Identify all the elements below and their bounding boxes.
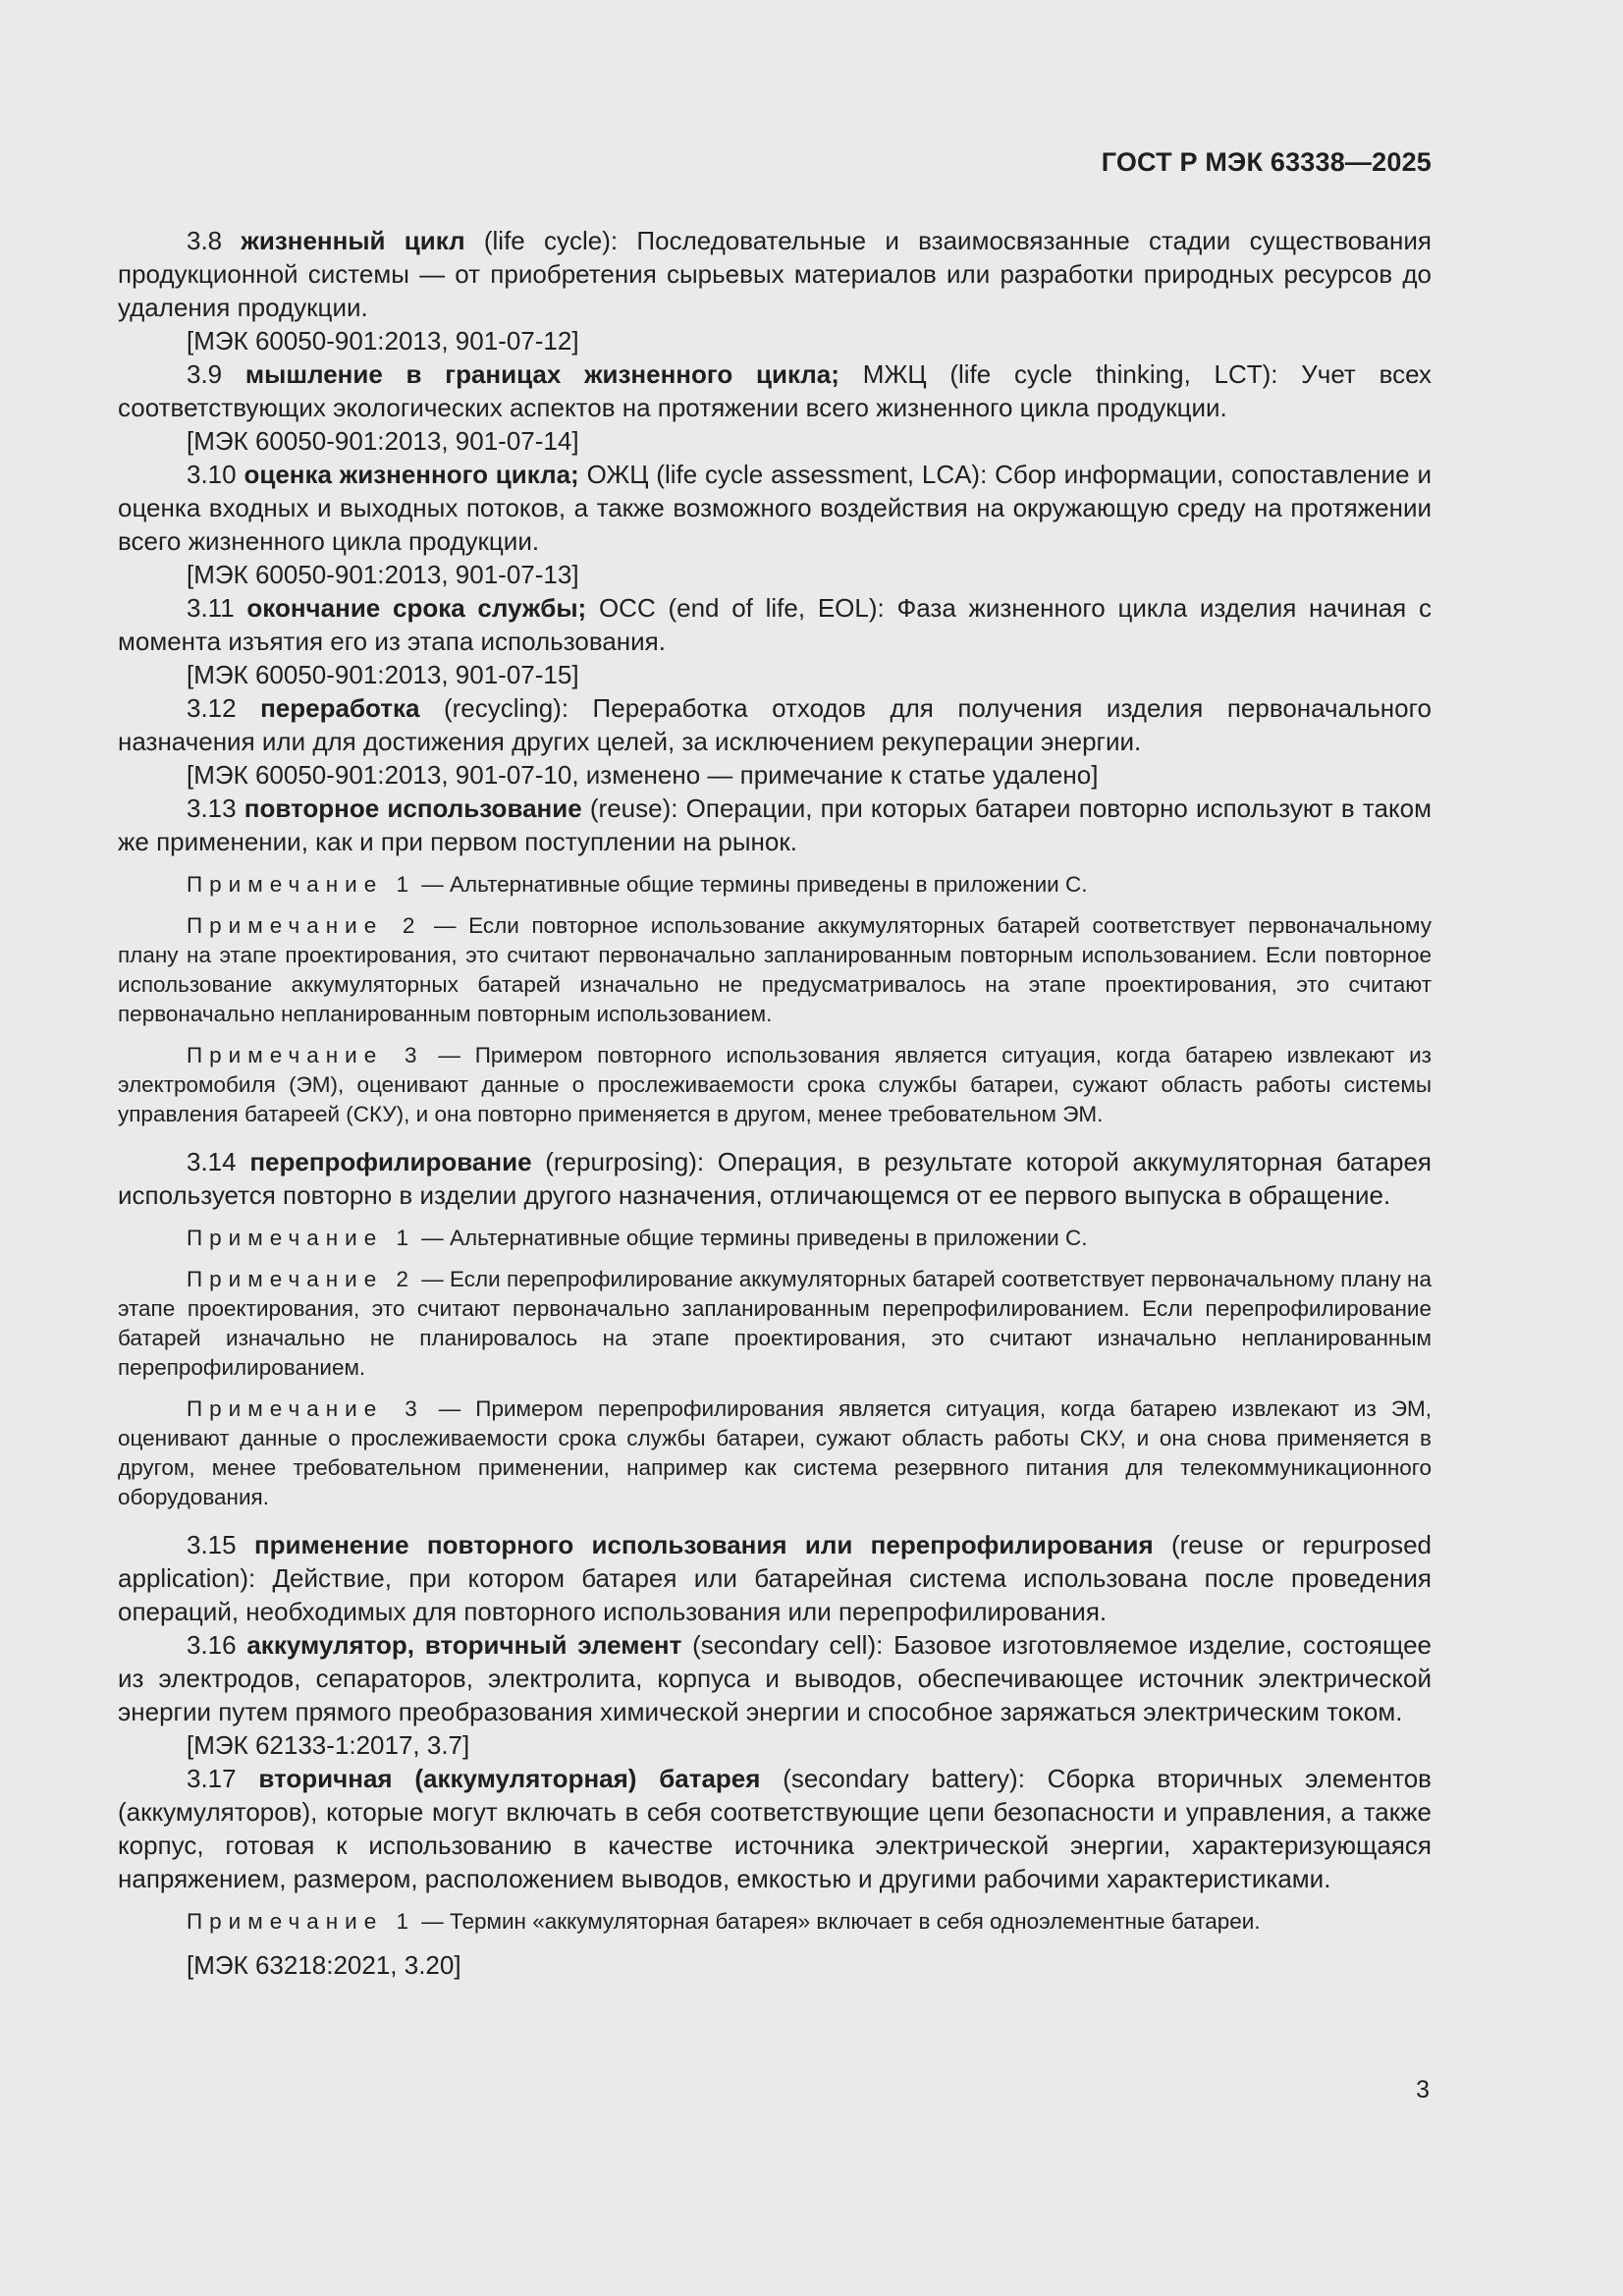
entry-definition: (reuse or repurposed application): Действие, при котором батарея или батарейная система использована после проведения операций, необходимых для повторного использования или перепрофилирования.: [118, 1530, 1432, 1626]
document-body: [118, 224, 1432, 1982]
entry-reference: [МЭК 60050-901:2013, 901-07-14]: [187, 426, 579, 456]
note-text: — Если перепрофилирование аккумуляторных батарей соответствует первоначальному плану на этапе проектирования, это считают первоначально запланированным перепрофилированием. Если перепрофилирование батарей изначально не планировалось на этапе проектирования, это считают изначально непланированным перепрофилированием.: [118, 1267, 1432, 1380]
entry-number: 3.16: [187, 1630, 237, 1660]
note-text: — Альтернативные общие термины приведены в приложении С.: [421, 1226, 1088, 1250]
entry-definition: (secondary battery): Сборка вторичных элементов (аккумуляторов), которые могут включать в себя соответствующие цепи безопасности и управления, а также корпус, готовая к использованию в качестве источника электрической энергии, характеризующаяся напряжением, размером, расположением выводов, емкостью и другими рабочими характеристиками.: [118, 1764, 1432, 1893]
note-1: [118, 1224, 1432, 1253]
entry-term: жизненный цикл: [241, 226, 465, 255]
note-1: [118, 1907, 1432, 1937]
note-label: Примечание 2: [187, 913, 422, 938]
entry-term: окончание срока службы;: [246, 593, 587, 623]
entry-number: 3.11: [187, 593, 235, 623]
entry-definition: (repurposing): Операция, в результате которой аккумуляторная батарея используется повторно в изделии другого назначения, отличающемся от ее первого выпуска в обращение.: [118, 1147, 1432, 1210]
entry-3-11: [118, 591, 1432, 658]
entry-reference: [МЭК 60050-901:2013, 901-07-15]: [187, 660, 579, 689]
note-label: Примечание 2: [187, 1267, 416, 1291]
entry-3-16: [118, 1628, 1432, 1728]
entry-3-14: [118, 1145, 1432, 1212]
entry-number: 3.8: [187, 226, 223, 255]
entry-3-13: [118, 792, 1432, 858]
entry-definition: ОСС (end of life, EOL): Фаза жизненного цикла изделия начиная с момента изъятия его из этапа использования.: [118, 593, 1432, 656]
note-3: [118, 1041, 1432, 1129]
entry-term: применение повторного использования или перепрофилирования: [253, 1530, 1154, 1559]
entry-term: оценка жизненного цикла;: [243, 460, 579, 489]
entry-term: перепрофилирование: [249, 1147, 532, 1176]
note-label: Примечание 1: [187, 1909, 415, 1934]
document-header: ГОСТ Р МЭК 63338—2025: [1101, 147, 1432, 177]
note-2: [118, 911, 1432, 1029]
entry-definition: (reuse): Операции, при которых батареи повторно используют в таком же применении, как и при первом поступлении на рынок.: [118, 793, 1432, 856]
entry-reference: [МЭК 60050-901:2013, 901-07-12]: [187, 326, 579, 355]
entry-definition: (recycling): Переработка отходов для получения изделия первоначального назначения или для достижения других целей, за исключением рекуперации энергии.: [118, 693, 1432, 756]
note-1: [118, 870, 1432, 900]
entry-reference: [МЭК 62133-1:2017, 3.7]: [187, 1730, 470, 1760]
entry-term: вторичная (аккумуляторная) батарея: [258, 1764, 761, 1793]
entry-3-17: [118, 1762, 1432, 1895]
entry-reference: [МЭК 60050-901:2013, 901-07-10, изменено — примечание к статье удалено]: [187, 760, 1099, 790]
entry-reference: [МЭК 63218:2021, 3.20]: [187, 1950, 461, 1980]
note-text: — Если повторное использование аккумуляторных батарей соответствует первоначальному плану на этапе проектирования, это считают первоначально запланированным повторным использованием. Если повторное использование аккумуляторных батарей изначально не предусматривалось на этапе проектирования, это считают первоначально непланированным повторным использованием.: [118, 913, 1432, 1026]
entry-reference: [МЭК 60050-901:2013, 901-07-13]: [187, 560, 579, 589]
entry-definition: (secondary cell): Базовое изготовляемое изделие, состоящее из электродов, сепараторов, электролита, корпуса и выводов, обеспечивающее источник электрической энергии путем прямого преобразования химической энергии и способное заряжаться электрическим током.: [118, 1630, 1432, 1726]
note-label: Примечание 1: [187, 872, 415, 897]
note-label: Примечание 3: [187, 1043, 424, 1067]
entry-number: 3.13: [187, 793, 237, 823]
entry-term: повторное использование: [243, 793, 582, 823]
entry-3-8: [118, 224, 1432, 324]
entry-number: 3.10: [187, 460, 237, 489]
note-text: — Термин «аккумуляторная батарея» включает в себя одноэлементные батареи.: [421, 1909, 1261, 1934]
entry-term: мышление в границах жизненного цикла;: [244, 359, 839, 389]
note-3: [118, 1394, 1432, 1512]
entry-number: 3.14: [187, 1147, 237, 1176]
entry-definition: МЖЦ (life cycle thinking, LCT): Учет всех соответствующих экологических аспектов на протяжении всего жизненного цикла продукции.: [118, 359, 1432, 422]
note-text: — Примером перепрофилирования является ситуация, когда батарею извлекают из ЭМ, оценивают данные о прослеживаемости срока службы батареи, сужают область работы СКУ, и она снова применяется в другом, менее требовательном применении, например как система резервного питания для телекоммуникационного оборудования.: [118, 1396, 1432, 1509]
entry-number: 3.9: [187, 359, 223, 389]
entry-number: 3.15: [187, 1530, 237, 1559]
entry-3-15: [118, 1528, 1432, 1628]
entry-term: аккумулятор, вторичный элемент: [246, 1630, 682, 1660]
entry-3-9: [118, 357, 1432, 424]
entry-number: 3.17: [187, 1764, 237, 1793]
note-text: — Альтернативные общие термины приведены в приложении С.: [421, 872, 1088, 897]
page-number: 3: [1416, 2076, 1430, 2104]
entry-3-10: [118, 458, 1432, 558]
note-label: Примечание 3: [187, 1396, 424, 1421]
entry-3-12: [118, 691, 1432, 758]
note-text: — Примером повторного использования является ситуация, когда батарею извлекают из электромобиля (ЭМ), оценивают данные о прослеживаемости срока службы батареи, сужают область работы системы управления батареей (СКУ), и она повторно применяется в другом, менее требовательном ЭМ.: [118, 1043, 1432, 1126]
entry-number: 3.12: [187, 693, 237, 723]
entry-definition: ОЖЦ (life cycle assessment, LCA): Сбор информации, сопоставление и оценка входных и выходных потоков, а также возможного воздействия на окружающую среду на протяжении всего жизненного цикла продукции.: [118, 460, 1433, 556]
entry-definition: (life cycle): Последовательные и взаимосвязанные стадии существования продукционной системы — от приобретения сырьевых материалов или разработки природных ресурсов до удаления продукции.: [118, 226, 1432, 322]
note-2: [118, 1265, 1432, 1383]
note-label: Примечание 1: [187, 1226, 415, 1250]
entry-term: переработка: [260, 693, 420, 723]
